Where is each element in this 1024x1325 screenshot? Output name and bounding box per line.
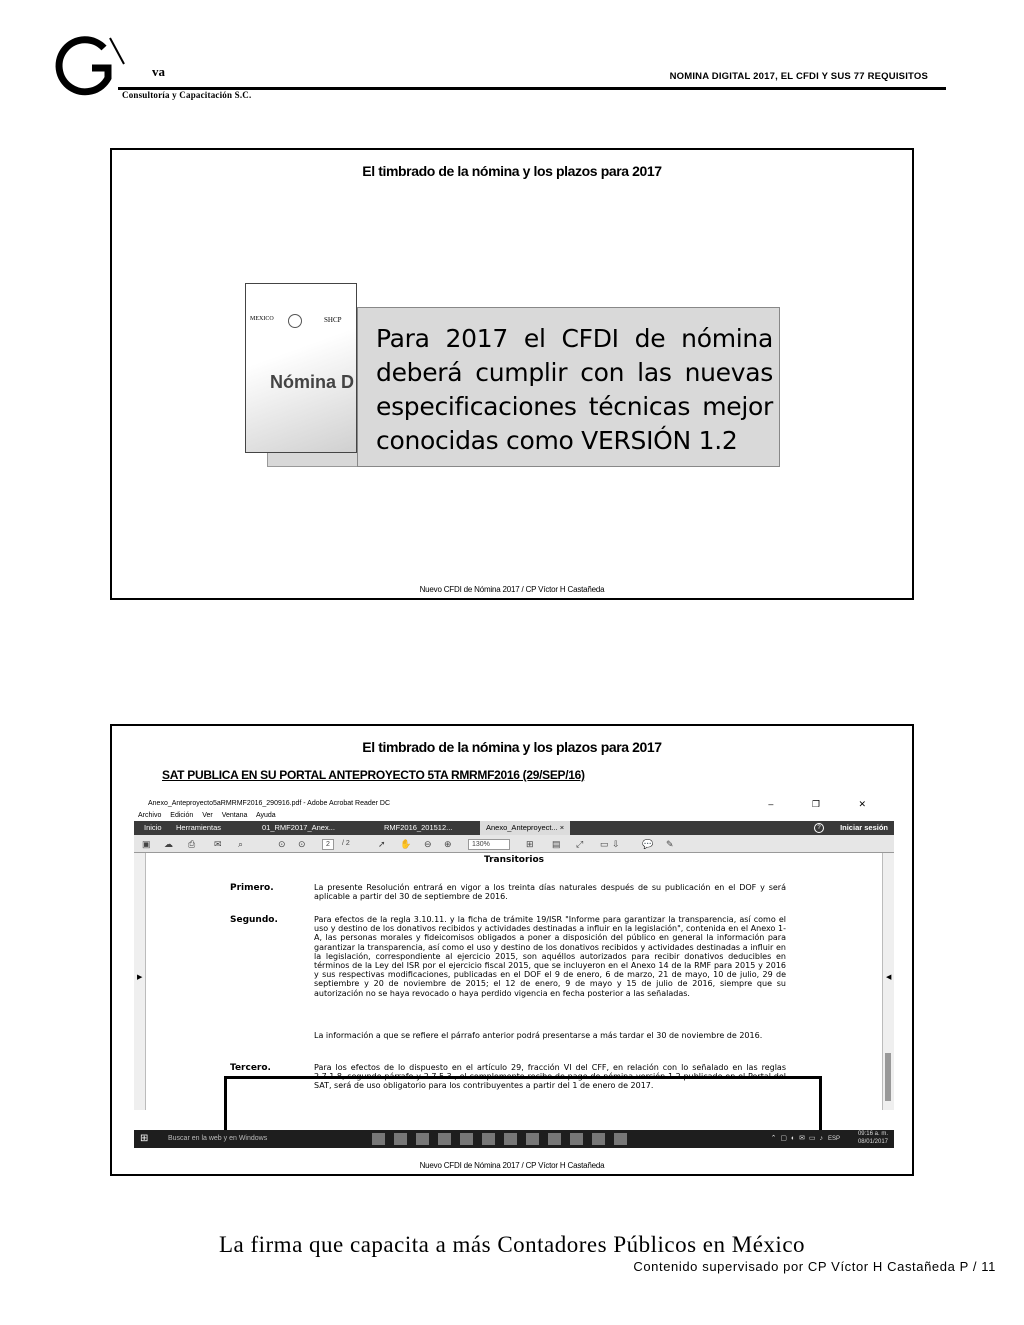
windows-taskbar [134, 1130, 894, 1148]
document-cover-image [245, 283, 357, 453]
menu-item-ayuda[interactable]: Ayuda [255, 812, 276, 819]
menu-item-ver[interactable]: Ver [202, 812, 213, 819]
menu-item-archivo[interactable]: Archivo [138, 812, 162, 819]
tab-rmf2017[interactable]: 01_RMF2017_Anex... [262, 823, 335, 832]
article-label: Segundo. [230, 915, 278, 925]
page-supervision-note: Contenido supervisado por CP Víctor H Castañeda P / 11 [633, 1259, 996, 1274]
header-title: NOMINA DIGITAL 2017, EL CFDI Y SUS 77 REQUISITOS [669, 71, 928, 82]
powerpoint-icon[interactable] [570, 1133, 583, 1145]
menu-bar [134, 810, 894, 821]
select-tool-icon[interactable]: ➚ [378, 839, 386, 849]
upload-icon[interactable]: ☁ [164, 839, 173, 849]
left-panel-toggle[interactable] [134, 853, 146, 1110]
header-rule [118, 87, 946, 90]
calculator-icon[interactable] [482, 1133, 495, 1145]
right-scrollbar[interactable] [882, 853, 894, 1110]
clock-time: 09:16 a. m. [857, 1131, 888, 1137]
slide-title: El timbrado de la nómina y los plazos para 2017 [362, 739, 662, 755]
slide-title: El timbrado de la nómina y los plazos para 2017 [362, 163, 662, 179]
cover-title: Nómina D [270, 372, 355, 392]
window-controls[interactable]: – ❐ ✕ [768, 799, 884, 809]
taskbar-apps [372, 1133, 627, 1145]
expand-right-icon: ◀ [886, 974, 892, 981]
tab-anexo-active[interactable]: Anexo_Anteproyect... × [480, 821, 570, 835]
cover-shcp-text: SHCP [324, 316, 342, 324]
app-icon[interactable] [526, 1133, 539, 1145]
toolbar [134, 835, 894, 853]
doc-heading: Transitorios [483, 855, 545, 865]
expand-left-icon: ▶ [137, 974, 143, 981]
word-icon[interactable] [592, 1133, 605, 1145]
slide-subtitle: SAT PUBLICA EN SU PORTAL ANTEPROYECTO 5TA RMRMF2016 (29/SEP/16) [162, 768, 585, 782]
window-title: Anexo_Anteproyecto5aRMRMF2016_290916.pdf - Adobe Acrobat Reader DC [148, 800, 391, 807]
download-icon[interactable]: ⇩ [612, 839, 620, 849]
company-logo [52, 34, 272, 104]
taskbar-search[interactable]: Buscar en la web y en Windows [168, 1135, 268, 1142]
task-view-icon[interactable] [372, 1133, 385, 1145]
clock-date: 08/01/2017 [857, 1138, 888, 1145]
excel-icon[interactable] [548, 1133, 561, 1145]
seal-icon [288, 314, 302, 328]
mail-icon[interactable]: ✉ [214, 839, 222, 849]
save-icon[interactable]: ▣ [142, 839, 151, 849]
taskbar-clock[interactable] [858, 1131, 888, 1146]
menu-item-ventana[interactable]: Ventana [221, 812, 248, 819]
scroll-mode-icon[interactable]: ▤ [552, 839, 561, 849]
tab-inicio[interactable]: Inicio [144, 823, 162, 832]
page-number-input[interactable]: 2 [322, 839, 334, 850]
article-text: Para los efectos de lo dispuesto en el artículo 29, fracción VI del CFF, en relación con lo señalado en las reglas 2.7.1.8, segundo párrafo y 2.7.5.3., el complemento recibo de pago de nómina versión 1.2 publicado en el Portal del SAT, será de uso obligatorio para los contribuyentes a partir del 1 de enero de 2017. [314, 1063, 786, 1091]
article-label: Primero. [230, 883, 274, 893]
logo-subtitle: Consultoría y Capacitación S.C. [122, 90, 252, 100]
tab-herramientas[interactable]: Herramientas [176, 823, 222, 832]
app-icon[interactable] [504, 1133, 517, 1145]
hand-tool-icon[interactable]: ✋ [400, 839, 412, 849]
slide-2 [110, 724, 914, 1176]
comment-icon[interactable]: 💬 [642, 839, 654, 849]
callout-box [357, 307, 780, 467]
menu-item-edicion[interactable]: Edición [170, 812, 194, 819]
print-icon[interactable]: ⎙ [188, 839, 196, 849]
system-tray-icons[interactable]: ⌃ ▢ ◐ ✉ ▭ ♪ [770, 1135, 824, 1142]
tab-bar [134, 821, 894, 835]
slide-footer: Nuevo CFDI de Nómina 2017 / CP Víctor H Castañeda [419, 585, 605, 594]
search-icon[interactable]: ⌕ [238, 839, 244, 849]
fullscreen-icon[interactable]: ⤢ [576, 839, 584, 849]
zoom-select[interactable]: 130% [468, 839, 510, 850]
article-text: La información a que se refiere el párrafo anterior podrá presentarse a más tardar el 30 de noviembre de 2016. [314, 1031, 763, 1040]
document-view[interactable] [134, 853, 894, 1110]
acrobat-screenshot [134, 798, 894, 1148]
edge-icon[interactable] [394, 1133, 407, 1145]
article-text: Para efectos de la regla 3.10.11. y la ficha de trámite 19/ISR "Informe para garantizar la transparencia, así como el uso y destino de los donativos recibidos y actividades destinadas a influir en la legislación", contenida en el Anexo 1-A, las personas morales y fideicomisos obligados a poner a disposición del público en general la información para garantizar la transparencia, así como el uso y destino de los donativos recibidos y actividades destinadas a influir en la legislación, correspondiente al ejercicio 2015, son aquéllos autorizados para recibir donativos deducibles en términos de la Ley del ISR por el ejercicio fiscal 2015, que se incluyeron en el Anexo 14 de la RMF para 2015 y 2016 y sus respectivas modificaciones, publicadas en el DOF el 9 de enero, 6 de marzo, 21 de mayo, 10 de julio, 29 de septiembre y 20 de noviembre de 2015; el 12 de enero, 9 de mayo y 15 de julio de 2016, siempre que su autorización no se haya revocado o haya perdido vigencia en fecha posterior a las señaladas. [314, 915, 786, 998]
slide-1 [110, 148, 914, 600]
pen-icon[interactable]: ✎ [666, 839, 674, 849]
acrobat-icon[interactable] [614, 1133, 627, 1145]
scroll-thumb[interactable] [885, 1053, 891, 1101]
page-tagline: La firma que capacita a más Contadores Públicos en México [218, 1232, 806, 1257]
tab-rmf2016[interactable]: RMF2016_201512... [384, 823, 453, 832]
help-icon[interactable]: ? [814, 823, 824, 833]
windows-start-icon[interactable]: ⊞ [140, 1133, 149, 1144]
outlook-icon[interactable] [460, 1133, 473, 1145]
fit-page-icon[interactable]: ⊞ [526, 839, 534, 849]
slide-footer: Nuevo CFDI de Nómina 2017 / CP Víctor H Castañeda [419, 1161, 605, 1170]
chrome-icon[interactable] [438, 1133, 451, 1145]
page-total: / 2 [342, 840, 350, 847]
zoom-out-icon[interactable]: ⊖ [424, 839, 432, 849]
article-text: La presente Resolución entrará en vigor a los treinta días naturales después de su publicación en el DOF y será aplicable a partir del 30 de septiembre de 2016. [314, 883, 786, 902]
signin-button[interactable]: Iniciar sesión [840, 823, 888, 832]
next-page-icon[interactable]: ⊙ [298, 839, 306, 849]
zoom-in-icon[interactable]: ⊕ [444, 839, 452, 849]
prev-page-icon[interactable]: ⊙ [278, 839, 286, 849]
language-indicator[interactable]: ESP [827, 1136, 840, 1142]
callout-text: Para 2017 el CFDI de nómina deberá cumplir con las nuevas especificaciones técnicas mejor conocidas como VERSIÓN 1.2 [376, 324, 773, 455]
ie-icon[interactable] [416, 1133, 429, 1145]
logo-suffix: va [152, 64, 165, 79]
read-mode-icon[interactable]: ▭ [600, 839, 609, 849]
article-label: Tercero. [230, 1063, 271, 1073]
cover-mexico-text: MEXICO [250, 316, 274, 322]
